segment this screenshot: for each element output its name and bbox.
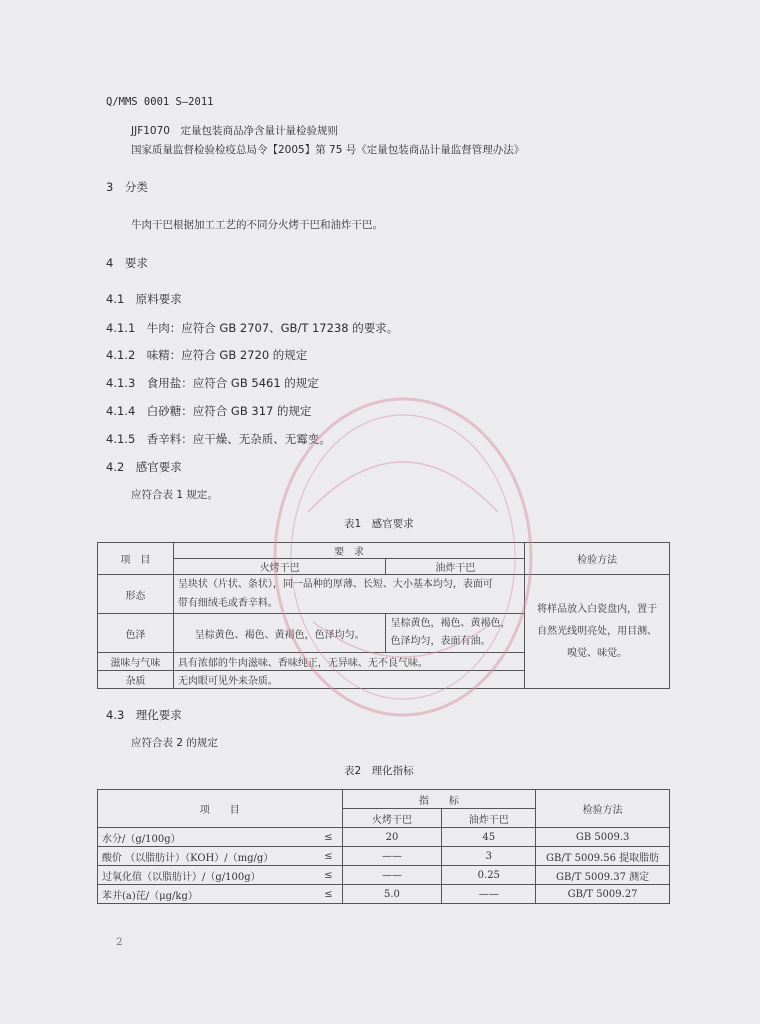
row-sign: ≤ xyxy=(315,847,342,866)
table-2-roast-header: 火烤干巴 xyxy=(342,809,442,828)
row-item: 酸价 （以脂肪计）（KOH）/（mg/g） xyxy=(98,847,316,866)
row-fried-value: 3 xyxy=(442,847,536,866)
row-fried-value: 0.25 xyxy=(442,866,536,885)
physchem-table xyxy=(97,789,670,904)
table-1-requirement-header: 要 求 xyxy=(173,543,524,559)
table-2-caption: 表2 理化指标 xyxy=(344,765,414,777)
row-method: GB 5009.3 xyxy=(536,828,670,847)
row-fried-value: 45 xyxy=(442,828,536,847)
table-1-caption: 表1 感官要求 xyxy=(344,518,414,530)
table-1-shape-label: 形态 xyxy=(98,575,174,614)
row-roast-value: —— xyxy=(342,866,442,885)
row-item: 过氧化值（以脂肪计）/（g/100g） xyxy=(98,866,316,885)
section-4-heading: 4 要求 xyxy=(106,256,148,270)
table-1-method-cell xyxy=(525,575,670,689)
table-row xyxy=(98,828,670,847)
table-1-color-label: 色泽 xyxy=(98,614,174,653)
section-3-text: 牛肉干巴根据加工工艺的不同分火烤干巴和油炸干巴。 xyxy=(131,219,383,231)
row-sign: ≤ xyxy=(315,828,342,847)
row-sign: ≤ xyxy=(315,885,342,904)
section-4-3-heading: 4.3 理化要求 xyxy=(106,708,182,722)
clause-4-1-2: 4.1.2 味精：应符合 GB 2720 的规定 xyxy=(106,348,308,362)
company-seal xyxy=(268,392,538,722)
reference-jjf1070: JJF1070 定量包装商品净含量计量检验规则 xyxy=(131,125,338,137)
row-method: GB/T 5009.27 xyxy=(536,885,670,904)
table-1-method-header: 检验方法 xyxy=(525,543,670,575)
row-roast-value: 20 xyxy=(342,828,442,847)
shape-text-line-1: 呈块状（片状、条状），同一品种的厚薄、长短、大小基本均匀，表面可 xyxy=(177,579,493,590)
row-fried-value: —— xyxy=(442,885,536,904)
section-4-3-text: 应符合表 2 的规定 xyxy=(131,737,218,749)
row-item: 水分/（g/100g） xyxy=(98,828,316,847)
row-sign: ≤ xyxy=(315,866,342,885)
color-fried-line-1: 呈棕黄色，褐色、黄褐色， xyxy=(390,618,511,629)
table-2-index-header: 指 标 xyxy=(342,790,536,809)
row-method: GB/T 5009.56 提取脂肪 xyxy=(536,847,670,866)
method-line-1: 将样品放入白瓷盘内，置于 xyxy=(537,603,658,615)
table-1-impurity-text: 无肉眼可见外来杂质。 xyxy=(173,671,524,689)
section-4-2-heading: 4.2 感官要求 xyxy=(106,460,182,474)
section-4-2-text: 应符合表 1 规定。 xyxy=(131,489,218,501)
table-1-item-header: 项 目 xyxy=(98,543,174,575)
table-1-fried-header: 油炸干巴 xyxy=(386,559,525,575)
shape-text-line-2: 带有细绒毛或香辛料。 xyxy=(177,598,278,609)
section-3-heading: 3 分类 xyxy=(106,180,148,194)
table-1-color-roast: 呈棕黄色、褐色、黄褐色，色泽均匀。 xyxy=(173,614,386,653)
clause-4-1-4: 4.1.4 白砂糖：应符合 GB 317 的规定 xyxy=(106,404,312,418)
table-2-item-header: 项 目 xyxy=(98,790,343,828)
method-line-2: 自然光线明亮处，用目测、 xyxy=(537,625,658,637)
table-1-taste-text: 具有浓郁的牛肉滋味、香味纯正，无异味、无不良气味。 xyxy=(173,653,524,671)
clause-4-1-5: 4.1.5 香辛料：应干燥、无杂质、无霉变。 xyxy=(106,432,331,446)
table-2-method-header: 检验方法 xyxy=(536,790,670,828)
table-row xyxy=(98,847,670,866)
method-line-3: 嗅觉、味觉。 xyxy=(567,647,628,659)
table-1-roast-header: 火烤干巴 xyxy=(173,559,386,575)
table-row xyxy=(98,885,670,904)
row-item: 苯并(a)芘/（μg/kg） xyxy=(98,885,316,904)
row-method: GB/T 5009.37 测定 xyxy=(536,866,670,885)
reference-order-75: 国家质量监督检验检疫总局令【2005】第 75 号《定量包装商品计量监督管理办法》 xyxy=(131,144,525,156)
row-roast-value: 5.0 xyxy=(342,885,442,904)
clause-4-1-3: 4.1.3 食用盐：应符合 GB 5461 的规定 xyxy=(106,376,319,390)
table-2-fried-header: 油炸干巴 xyxy=(442,809,536,828)
row-roast-value: —— xyxy=(342,847,442,866)
standard-number: Q/MMS 0001 S—2011 xyxy=(106,96,214,108)
section-4-1-heading: 4.1 原料要求 xyxy=(106,292,182,306)
color-fried-line-2: 色泽均匀，表面有油。 xyxy=(390,636,491,647)
clause-4-1-1: 4.1.1 牛肉：应符合 GB 2707、GB/T 17238 的要求。 xyxy=(106,321,399,335)
table-1-impurity-label: 杂质 xyxy=(98,671,174,689)
table-row xyxy=(98,866,670,885)
page-number: 2 xyxy=(116,936,123,948)
table-1-taste-label: 滋味与气味 xyxy=(98,653,174,671)
